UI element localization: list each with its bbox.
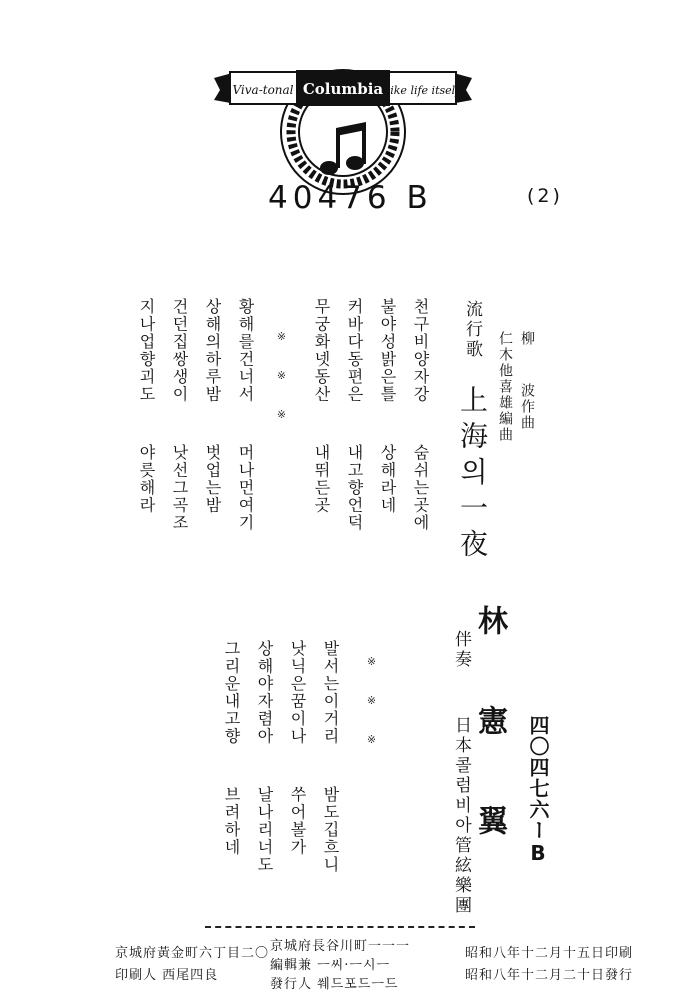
accompaniment: 伴奏 日本콜럼비아管絃樂團: [451, 630, 471, 916]
lyric-line: 발서는이거리 밤도깁흐니: [321, 640, 340, 874]
brand-name: Columbia: [302, 80, 384, 98]
catalog-number: 40476 B: [268, 180, 433, 216]
lyric-line: 그리운내고향 브려하네: [222, 640, 241, 856]
lyric-line: 지나업향괴도 야릇해라: [137, 298, 156, 514]
colophon-print-date: 昭和八年十二月十五日印刷: [465, 946, 634, 961]
composer-role: 作曲: [519, 399, 535, 431]
composer-name: 柳 波: [519, 331, 535, 399]
song-title: 上海의一夜: [456, 385, 489, 565]
lyric-line: 낫닉은꿈이나 쑤어볼가: [288, 640, 307, 856]
verse-separator: ※ ※ ※: [275, 330, 288, 421]
colophon-address: 京城府長谷川町一一一: [270, 939, 411, 954]
columbia-logo: [208, 50, 478, 200]
colophon-printer-address: 京城府黃金町六丁目二〇: [115, 946, 270, 961]
colophon-publisher: 發行人 쒜드포드ㅡ드: [270, 977, 399, 992]
vertical-catalog-number: 四〇四七六ーB: [526, 715, 550, 866]
ribbon-right-text: like life itself: [386, 84, 460, 97]
lyric-line: 커바다동편은 내고향언덕: [345, 298, 364, 532]
arranger-role: 編曲: [497, 411, 513, 443]
arranger-credit: [498, 295, 526, 443]
divider: [205, 926, 475, 928]
lyric-line: 건던집쌍생이 낫선그곡조: [170, 298, 189, 532]
colophon-editor: 編輯兼 ㅡ씨·ㅡ시ㅡ: [270, 958, 391, 973]
colophon-printer: 印刷人 西尾四良: [115, 968, 219, 983]
lyric-line: 무궁화넷동산 내뛰든곳: [312, 298, 331, 514]
verse-separator: ※ ※ ※: [365, 655, 378, 746]
colophon-publish-date: 昭和八年十二月二十日發行: [465, 968, 634, 983]
lyric-line: 황해를건너서 머나먼여기: [236, 298, 255, 532]
lyric-line: 상해의하루밤 벗업는밤: [203, 298, 222, 514]
lyric-line: 천구비양자강 숨쉬는곳에: [411, 298, 430, 532]
ribbon-left-text: Viva-tonal: [232, 83, 294, 97]
song-genre: 流行歌: [462, 300, 482, 360]
side-number: (2): [527, 185, 563, 207]
lyric-line: 상해야자렴아 날나리너도: [255, 640, 274, 874]
lyric-line: 불야성밝은틀 상해라네: [378, 298, 397, 514]
singer-name: 林 憲 翼: [472, 605, 507, 835]
arranger-name: 仁木他喜雄: [497, 331, 513, 411]
